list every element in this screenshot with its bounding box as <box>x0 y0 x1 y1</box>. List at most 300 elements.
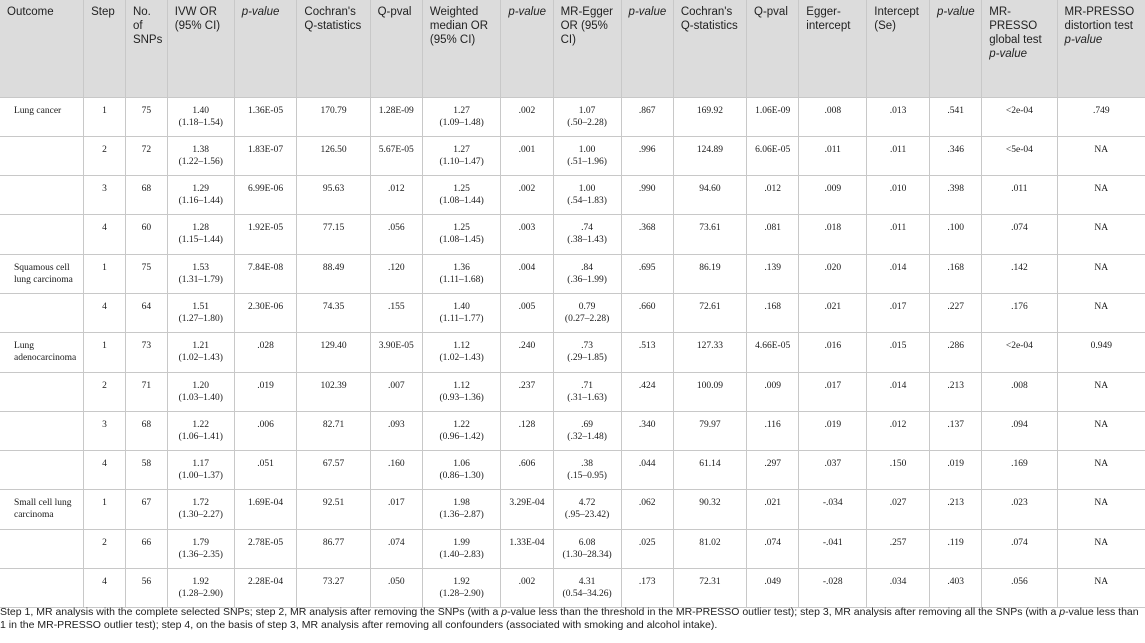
table-row <box>0 255 1145 294</box>
pvalue-4-cell: .119 <box>929 530 981 569</box>
header-cochran-q-2: Cochran's Q-statistics <box>673 0 746 98</box>
intercept-se-cell: .257 <box>867 530 930 569</box>
q-pval-2-cell: .081 <box>747 215 799 255</box>
weighted-median-or-cell <box>422 333 500 373</box>
outcome-cell: Squamous cell lung carcinoma <box>0 255 84 294</box>
header-pvalue-4: p-value <box>929 0 981 98</box>
mr-presso-distortion-cell: NA <box>1057 215 1145 255</box>
snps-cell: 67 <box>125 490 167 530</box>
weighted-median-or-cell-estimate: 1.36 <box>453 263 470 273</box>
mr-presso-global-cell: .023 <box>982 490 1057 530</box>
ivw-or-cell-estimate: 1.38 <box>192 145 210 155</box>
ivw-or-cell-estimate: 1.92 <box>192 577 210 587</box>
pvalue-cell: .006 <box>234 412 297 451</box>
ivw-or-cell-interval: (1.16–1.44) <box>178 196 223 206</box>
mr-egger-or-cell <box>553 215 621 255</box>
pvalue-cell: 2.30E-06 <box>234 294 297 333</box>
q-pval-2-cell: .297 <box>747 451 799 490</box>
ivw-or-cell <box>167 98 234 137</box>
pvalue-3-cell: .867 <box>621 98 673 137</box>
ivw-or-cell <box>167 490 234 530</box>
pvalue-3-cell: .660 <box>621 294 673 333</box>
mr-egger-or-cell <box>553 255 621 294</box>
intercept-se-cell: .015 <box>867 333 930 373</box>
ivw-or-cell-estimate: 1.20 <box>192 381 210 391</box>
mr-presso-global-cell: <2e-04 <box>982 98 1057 137</box>
pvalue-2-cell: .002 <box>501 569 553 608</box>
pvalue-2-cell: .240 <box>501 333 553 373</box>
cochran-q-2-cell: 79.97 <box>673 412 746 451</box>
table-row <box>0 98 1145 137</box>
intercept-se-cell: .013 <box>867 98 930 137</box>
outcome-cell: Lung adenocarcinoma <box>0 333 84 373</box>
snps-cell: 75 <box>125 98 167 137</box>
table-row <box>0 215 1145 255</box>
q-pval-cell: .074 <box>370 530 422 569</box>
outcome-cell <box>0 137 84 176</box>
cochran-q-cell: 77.15 <box>297 215 370 255</box>
weighted-median-or-cell-estimate: 1.92 <box>453 577 470 587</box>
pvalue-3-cell: .695 <box>621 255 673 294</box>
mr-egger-or-cell-estimate: .84 <box>581 263 593 273</box>
header-q-pval-2: Q-pval <box>747 0 799 98</box>
ivw-or-cell-interval: (1.30–2.27) <box>178 510 223 520</box>
cochran-q-cell: 95.63 <box>297 176 370 215</box>
step-cell: 1 <box>84 490 126 530</box>
ivw-or-cell-interval: (1.00–1.37) <box>178 471 223 481</box>
ivw-or-cell-interval: (1.02–1.43) <box>178 353 223 363</box>
pvalue-cell: 1.36E-05 <box>234 98 297 137</box>
cochran-q-cell: 74.35 <box>297 294 370 333</box>
intercept-se-cell: .011 <box>867 215 930 255</box>
pvalue-4-cell: .403 <box>929 569 981 608</box>
cochran-q-cell: 82.71 <box>297 412 370 451</box>
outcome-cell <box>0 176 84 215</box>
cochran-q-2-cell: 81.02 <box>673 530 746 569</box>
mr-egger-or-cell <box>553 176 621 215</box>
snps-cell: 60 <box>125 215 167 255</box>
pvalue-3-cell: .996 <box>621 137 673 176</box>
pvalue-2-cell: .001 <box>501 137 553 176</box>
snps-cell: 56 <box>125 569 167 608</box>
intercept-se-cell: .034 <box>867 569 930 608</box>
snps-cell: 71 <box>125 373 167 412</box>
weighted-median-or-cell <box>422 490 500 530</box>
mr-egger-or-cell-interval: (0.54–34.26) <box>562 589 612 599</box>
pvalue-2-cell: 1.33E-04 <box>501 530 553 569</box>
outcome-cell <box>0 373 84 412</box>
q-pval-cell: .093 <box>370 412 422 451</box>
mr-egger-or-cell-interval: (.32–1.48) <box>567 432 607 442</box>
outcome-cell <box>0 530 84 569</box>
mr-presso-global-cell: .074 <box>982 530 1057 569</box>
weighted-median-or-cell-estimate: 1.27 <box>453 145 470 155</box>
pvalue-4-cell: .346 <box>929 137 981 176</box>
snps-cell: 75 <box>125 255 167 294</box>
ivw-or-cell-interval: (1.22–1.56) <box>178 157 223 167</box>
ivw-or-cell <box>167 412 234 451</box>
ivw-or-cell-estimate: 1.79 <box>192 538 210 548</box>
pvalue-cell: 1.83E-07 <box>234 137 297 176</box>
mr-egger-or-cell <box>553 137 621 176</box>
mr-presso-distortion-cell: NA <box>1057 294 1145 333</box>
mr-egger-or-cell-interval: (1.30–28.34) <box>562 550 612 560</box>
weighted-median-or-cell <box>422 373 500 412</box>
cochran-q-cell: 129.40 <box>297 333 370 373</box>
pvalue-2-cell: .606 <box>501 451 553 490</box>
ivw-or-cell-estimate: 1.17 <box>192 459 210 469</box>
header-outcome: Outcome <box>0 0 84 98</box>
ivw-or-cell-interval: (1.28–2.90) <box>178 589 223 599</box>
intercept-se-cell: .017 <box>867 294 930 333</box>
outcome-cell <box>0 215 84 255</box>
snps-cell: 66 <box>125 530 167 569</box>
cochran-q-2-cell: 94.60 <box>673 176 746 215</box>
mr-egger-or-cell-estimate: .71 <box>581 381 593 391</box>
pvalue-cell: 2.78E-05 <box>234 530 297 569</box>
q-pval-cell: .160 <box>370 451 422 490</box>
step-cell: 4 <box>84 294 126 333</box>
table-row <box>0 490 1145 530</box>
mr-presso-distortion-cell: NA <box>1057 373 1145 412</box>
mr-presso-distortion-cell: NA <box>1057 490 1145 530</box>
step-cell: 1 <box>84 98 126 137</box>
ivw-or-cell <box>167 333 234 373</box>
q-pval-2-cell: .074 <box>747 530 799 569</box>
mr-egger-or-cell-estimate: 4.31 <box>578 577 596 587</box>
table-row <box>0 294 1145 333</box>
q-pval-2-cell: 1.06E-09 <box>747 98 799 137</box>
weighted-median-or-cell <box>422 451 500 490</box>
cochran-q-cell: 126.50 <box>297 137 370 176</box>
mr-presso-distortion-cell: .749 <box>1057 98 1145 137</box>
q-pval-cell: .007 <box>370 373 422 412</box>
mr-egger-or-cell <box>553 294 621 333</box>
egger-intercept-cell: .037 <box>799 451 867 490</box>
cochran-q-cell: 67.57 <box>297 451 370 490</box>
pvalue-cell: .028 <box>234 333 297 373</box>
ivw-or-cell <box>167 176 234 215</box>
weighted-median-or-cell <box>422 215 500 255</box>
weighted-median-or-cell-interval: (1.11–1.68) <box>439 275 484 285</box>
q-pval-2-cell: .139 <box>747 255 799 294</box>
intercept-se-cell: .012 <box>867 412 930 451</box>
pvalue-cell: 1.69E-04 <box>234 490 297 530</box>
mr-egger-or-cell <box>553 530 621 569</box>
weighted-median-or-cell-interval: (1.10–1.47) <box>439 157 484 167</box>
ivw-or-cell-interval: (1.03–1.40) <box>178 393 223 403</box>
header-pvalue-3: p-value <box>621 0 673 98</box>
ivw-or-cell <box>167 373 234 412</box>
q-pval-2-cell: .009 <box>747 373 799 412</box>
mr-egger-or-cell <box>553 333 621 373</box>
cochran-q-2-cell: 72.61 <box>673 294 746 333</box>
pvalue-4-cell: .286 <box>929 333 981 373</box>
mr-presso-distortion-cell: NA <box>1057 530 1145 569</box>
step-cell: 2 <box>84 137 126 176</box>
snps-cell: 58 <box>125 451 167 490</box>
header-mr-presso-global-label: MR-PRESSO global test <box>989 6 1042 46</box>
mr-egger-or-cell-estimate: 1.00 <box>578 184 596 194</box>
ivw-or-cell-interval: (1.06–1.41) <box>178 432 223 442</box>
pvalue-cell: 7.84E-08 <box>234 255 297 294</box>
outcome-cell <box>0 294 84 333</box>
step-cell: 2 <box>84 530 126 569</box>
step-cell: 1 <box>84 255 126 294</box>
pvalue-cell: .019 <box>234 373 297 412</box>
weighted-median-or-cell-estimate: 1.25 <box>453 184 470 194</box>
weighted-median-or-cell-interval: (1.11–1.77) <box>439 314 484 324</box>
header-mr-egger-or: MR-Egger OR (95% CI) <box>553 0 621 98</box>
weighted-median-or-cell <box>422 412 500 451</box>
ivw-or-cell-interval: (1.36–2.35) <box>178 550 223 560</box>
intercept-se-cell: .010 <box>867 176 930 215</box>
weighted-median-or-cell <box>422 255 500 294</box>
ivw-or-cell-estimate: 1.53 <box>192 263 210 273</box>
pvalue-cell: 1.92E-05 <box>234 215 297 255</box>
snps-cell: 72 <box>125 137 167 176</box>
header-ivw-or: IVW OR (95% CI) <box>167 0 234 98</box>
mr-egger-or-cell-interval: (.36–1.99) <box>567 275 607 285</box>
mr-egger-or-cell-interval: (.29–1.85) <box>567 353 607 363</box>
egger-intercept-cell: -.034 <box>799 490 867 530</box>
mr-egger-or-cell-interval: (.38–1.43) <box>567 235 607 245</box>
weighted-median-or-cell <box>422 569 500 608</box>
header-pvalue: p-value <box>234 0 297 98</box>
pvalue-3-cell: .513 <box>621 333 673 373</box>
cochran-q-2-cell: 61.14 <box>673 451 746 490</box>
cochran-q-2-cell: 169.92 <box>673 98 746 137</box>
mr-presso-global-cell: .074 <box>982 215 1057 255</box>
table-row <box>0 569 1145 608</box>
header-step: Step <box>84 0 126 98</box>
pvalue-4-cell: .541 <box>929 98 981 137</box>
mr-egger-or-cell-estimate: .73 <box>581 341 593 351</box>
weighted-median-or-cell <box>422 530 500 569</box>
q-pval-2-cell: .012 <box>747 176 799 215</box>
ivw-or-cell-estimate: 1.22 <box>192 420 210 430</box>
ivw-or-cell-interval: (1.31–1.79) <box>178 275 223 285</box>
ivw-or-cell <box>167 294 234 333</box>
step-cell: 3 <box>84 176 126 215</box>
pvalue-2-cell: 3.29E-04 <box>501 490 553 530</box>
pvalue-4-cell: .019 <box>929 451 981 490</box>
cochran-q-2-cell: 86.19 <box>673 255 746 294</box>
weighted-median-or-cell-interval: (1.08–1.44) <box>439 196 484 206</box>
weighted-median-or-cell <box>422 98 500 137</box>
pvalue-3-cell: .173 <box>621 569 673 608</box>
ivw-or-cell-estimate: 1.72 <box>192 498 210 508</box>
header-intercept-se: Intercept (Se) <box>867 0 930 98</box>
snps-cell: 73 <box>125 333 167 373</box>
egger-intercept-cell: .018 <box>799 215 867 255</box>
mr-egger-or-cell-estimate: 6.08 <box>578 538 596 548</box>
ivw-or-cell <box>167 451 234 490</box>
ivw-or-cell-interval: (1.15–1.44) <box>178 235 223 245</box>
mr-egger-or-cell-estimate: .74 <box>581 223 593 233</box>
pvalue-cell: 6.99E-06 <box>234 176 297 215</box>
pvalue-4-cell: .137 <box>929 412 981 451</box>
mr-egger-or-cell-interval: (.50–2.28) <box>567 118 607 128</box>
egger-intercept-cell: .019 <box>799 412 867 451</box>
mr-presso-distortion-cell: NA <box>1057 137 1145 176</box>
mr-presso-global-cell: .176 <box>982 294 1057 333</box>
ivw-or-cell-interval: (1.18–1.54) <box>178 118 223 128</box>
mr-egger-or-cell <box>553 569 621 608</box>
weighted-median-or-cell-estimate: 1.98 <box>453 498 470 508</box>
weighted-median-or-cell-estimate: 1.99 <box>453 538 470 548</box>
pvalue-4-cell: .398 <box>929 176 981 215</box>
egger-intercept-cell: .008 <box>799 98 867 137</box>
table-row <box>0 530 1145 569</box>
q-pval-2-cell: .116 <box>747 412 799 451</box>
snps-cell: 68 <box>125 412 167 451</box>
pvalue-cell: .051 <box>234 451 297 490</box>
mr-egger-or-cell-interval: (.54–1.83) <box>567 196 607 206</box>
pvalue-3-cell: .044 <box>621 451 673 490</box>
pvalue-cell: 2.28E-04 <box>234 569 297 608</box>
mr-presso-global-cell: <5e-04 <box>982 137 1057 176</box>
intercept-se-cell: .150 <box>867 451 930 490</box>
egger-intercept-cell: .016 <box>799 333 867 373</box>
weighted-median-or-cell-interval: (1.08–1.45) <box>439 235 484 245</box>
cochran-q-cell: 73.27 <box>297 569 370 608</box>
pvalue-2-cell: .237 <box>501 373 553 412</box>
q-pval-cell: .017 <box>370 490 422 530</box>
ivw-or-cell-estimate: 1.40 <box>192 106 210 116</box>
step-cell: 3 <box>84 412 126 451</box>
header-q-pval: Q-pval <box>370 0 422 98</box>
weighted-median-or-cell-interval: (0.96–1.42) <box>439 432 484 442</box>
step-cell: 1 <box>84 333 126 373</box>
cochran-q-cell: 102.39 <box>297 373 370 412</box>
table-header <box>0 0 1145 98</box>
ivw-or-cell-estimate: 1.28 <box>192 223 210 233</box>
step-cell: 4 <box>84 569 126 608</box>
cochran-q-2-cell: 90.32 <box>673 490 746 530</box>
mr-egger-or-cell-interval: (.95–23.42) <box>564 510 610 520</box>
intercept-se-cell: .014 <box>867 255 930 294</box>
header-pvalue-2: p-value <box>501 0 553 98</box>
cochran-q-2-cell: 73.61 <box>673 215 746 255</box>
weighted-median-or-cell-estimate: 1.22 <box>453 420 470 430</box>
ivw-or-cell-estimate: 1.51 <box>192 302 210 312</box>
outcome-cell <box>0 412 84 451</box>
table-row <box>0 373 1145 412</box>
pvalue-4-cell: .100 <box>929 215 981 255</box>
header-egger-intercept: Egger-intercept <box>799 0 867 98</box>
outcome-cell: Small cell lung carcinoma <box>0 490 84 530</box>
header-mr-presso-distortion-p: p-value <box>1064 34 1103 46</box>
outcome-cell <box>0 569 84 608</box>
weighted-median-or-cell-interval: (1.28–2.90) <box>439 589 484 599</box>
q-pval-2-cell: .021 <box>747 490 799 530</box>
cochran-q-2-cell: 72.31 <box>673 569 746 608</box>
egger-intercept-cell: -.028 <box>799 569 867 608</box>
ivw-or-cell <box>167 215 234 255</box>
pvalue-2-cell: .005 <box>501 294 553 333</box>
egger-intercept-cell: .020 <box>799 255 867 294</box>
mr-egger-or-cell-interval: (.15–0.95) <box>567 471 607 481</box>
ivw-or-cell <box>167 569 234 608</box>
ivw-or-cell-estimate: 1.29 <box>192 184 210 194</box>
mr-egger-or-cell <box>553 451 621 490</box>
q-pval-cell: 1.28E-09 <box>370 98 422 137</box>
pvalue-2-cell: .002 <box>501 98 553 137</box>
ivw-or-cell-interval: (1.27–1.80) <box>178 314 223 324</box>
egger-intercept-cell: -.041 <box>799 530 867 569</box>
ivw-or-cell <box>167 137 234 176</box>
q-pval-2-cell: .168 <box>747 294 799 333</box>
pvalue-4-cell: .213 <box>929 490 981 530</box>
pvalue-3-cell: .424 <box>621 373 673 412</box>
mr-presso-global-cell: .008 <box>982 373 1057 412</box>
mr-egger-or-cell-estimate: 1.00 <box>578 145 596 155</box>
mr-presso-distortion-cell: NA <box>1057 569 1145 608</box>
mr-egger-or-cell-estimate: .69 <box>581 420 593 430</box>
q-pval-cell: .012 <box>370 176 422 215</box>
pvalue-2-cell: .002 <box>501 176 553 215</box>
mr-egger-or-cell-interval: (0.27–2.28) <box>564 314 610 324</box>
pvalue-2-cell: .128 <box>501 412 553 451</box>
egger-intercept-cell: .017 <box>799 373 867 412</box>
q-pval-cell: .050 <box>370 569 422 608</box>
pvalue-4-cell: .213 <box>929 373 981 412</box>
intercept-se-cell: .011 <box>867 137 930 176</box>
table-body <box>0 98 1145 608</box>
mr-egger-or-cell-interval: (.31–1.63) <box>567 393 607 403</box>
weighted-median-or-cell <box>422 294 500 333</box>
weighted-median-or-cell-interval: (1.36–2.87) <box>439 510 484 520</box>
mr-presso-global-cell: .094 <box>982 412 1057 451</box>
q-pval-cell: 5.67E-05 <box>370 137 422 176</box>
header-mr-presso-global <box>982 0 1057 98</box>
q-pval-cell: .155 <box>370 294 422 333</box>
intercept-se-cell: .014 <box>867 373 930 412</box>
egger-intercept-cell: .011 <box>799 137 867 176</box>
cochran-q-cell: 88.49 <box>297 255 370 294</box>
header-mr-presso-global-p: p-value <box>989 48 1027 60</box>
table-row <box>0 137 1145 176</box>
mr-egger-or-cell <box>553 98 621 137</box>
mr-egger-or-cell-estimate: 1.07 <box>578 106 596 116</box>
weighted-median-or-cell <box>422 176 500 215</box>
weighted-median-or-cell-estimate: 1.27 <box>453 106 470 116</box>
weighted-median-or-cell <box>422 137 500 176</box>
intercept-se-cell: .027 <box>867 490 930 530</box>
mr-presso-global-cell: <2e-04 <box>982 333 1057 373</box>
table-footnote: Step 1, MR analysis with the complete selected SNPs; step 2, MR analysis after removing the SNPs (with a p-value less than the threshold in the MR-PRESSO outlier test); step 3, MR analysis after removing all the SNPs (with a p-value less than 1 in the MR-PRESSO outlier test); step 4, on the basis of step 3, MR analysis after removing all confounders (associated with smoking and alcohol intake). <box>0 606 1139 631</box>
q-pval-cell: .056 <box>370 215 422 255</box>
weighted-median-or-cell-interval: (0.86–1.30) <box>439 471 484 481</box>
mr-egger-or-cell-estimate: .38 <box>581 459 593 469</box>
q-pval-cell: .120 <box>370 255 422 294</box>
pvalue-3-cell: .025 <box>621 530 673 569</box>
egger-intercept-cell: .009 <box>799 176 867 215</box>
mr-egger-or-cell <box>553 412 621 451</box>
q-pval-cell: 3.90E-05 <box>370 333 422 373</box>
q-pval-2-cell: .049 <box>747 569 799 608</box>
weighted-median-or-cell-interval: (1.40–2.83) <box>439 550 484 560</box>
cochran-q-cell: 170.79 <box>297 98 370 137</box>
header-mr-presso-distortion-label: MR-PRESSO distortion test <box>1064 6 1135 32</box>
step-cell: 4 <box>84 451 126 490</box>
outcome-cell: Lung cancer <box>0 98 84 137</box>
header-weighted-median-or: Weighted median OR (95% CI) <box>422 0 500 98</box>
mr-presso-distortion-cell: 0.949 <box>1057 333 1145 373</box>
weighted-median-or-cell-interval: (1.09–1.48) <box>439 118 484 128</box>
pvalue-2-cell: .003 <box>501 215 553 255</box>
